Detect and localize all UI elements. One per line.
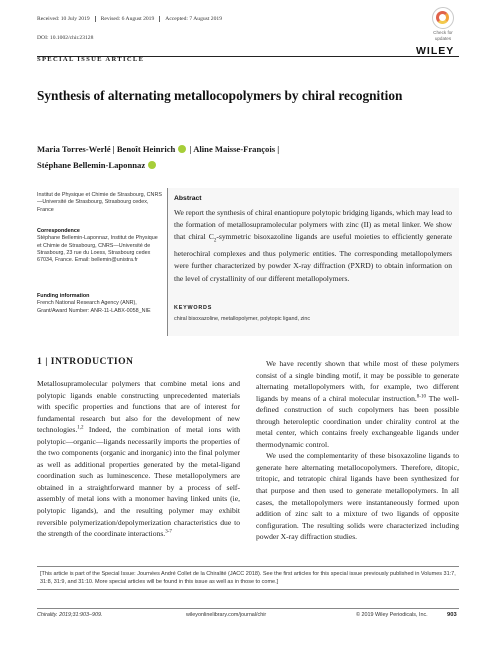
keywords-heading: KEYWORDS — [174, 305, 213, 311]
citation[interactable]: 1,2 — [77, 425, 84, 431]
author-maisse-francois: Aline Maisse-François — [193, 144, 276, 154]
abstract-text-1: We report the synthesis of chiral enantiopure polytopic bridging ligands, which may lead to the formation of metallosupramolecular polymers with zinc (II) as metal linker. We show that chiral C — [174, 208, 452, 242]
funding — [37, 293, 162, 315]
abstract-subscript: 2 — [213, 238, 217, 244]
accepted-date: Accepted: 7 August 2019 — [165, 16, 222, 22]
intro-paragraph-2 — [256, 358, 459, 450]
section-heading-introduction: 1 | INTRODUCTION — [37, 356, 134, 367]
affiliation: Institut de Physique et Chimie de Strasbourg, CNRS—Université de Strasbourg, Strasbourg cedex, France — [37, 192, 162, 213]
correspondence-heading: Correspondence — [37, 228, 80, 234]
page-number: 903 — [447, 612, 457, 618]
badge-line1: Check for — [433, 30, 453, 35]
footer-divider — [37, 608, 459, 609]
text: Indeed, the combination of metal ions with polytopic—organic—ligands necessarily imports the properties of the two components (organic and inorganic) into the final polymer as well as additional properties generated by the metal-ligand coordination such as luminescence. These metallopolymers are obtained in a straightforward manner by a process of self-assembly of metal ions with a monomer having linked units (ie, polytopic ligands), and the resulting polymer may exhibit reversible polymerization/depolymerization characteristics due to the strength of the coordinate interactions. — [37, 425, 240, 539]
intro-paragraph-3: We used the complementarity of these bisoxazoline ligands to generate here alternating metallocopolymers. Therefore, ditopic, tritopic, and tetratopic chiral ligands have been synthesized for that purpose and then used to generate metallopolymers. In all cases, the metallopolymers were instantaneously formed upon addition of zinc salt to a mixture of two ligands of opposite configuration. The resulting solids were characterized including powder X-ray diffraction studies. — [256, 451, 459, 542]
journal-url[interactable]: wileyonlinelibrary.com/journal/chir — [186, 612, 267, 618]
section-label: SPECIAL ISSUE ARTICLE — [37, 56, 145, 63]
revised-date: Revised: 6 August 2019 — [96, 16, 161, 22]
correspondence-body: Stéphane Bellemin-Laponnaz, Institut de Physique et Chimie de Strasbourg, CNRS—Université de Strasbourg, 23 rue du Loess, Strasbourg cedex 67034, France. Email: bellemin@unistra.fr — [37, 235, 158, 264]
intro-paragraph-1 — [37, 378, 240, 540]
citation[interactable]: 3-7 — [165, 529, 172, 535]
abstract-text-2: -symmetric bisoxazoline ligands are useful moieties to efficiently generate heterochiral complexes and thus polymeric entities. The corresponding metallopolymers were further characterized by powder X-ray diffraction (PXRD) to obtain information on the level of crystallinity of our different metallopolymers. — [174, 232, 452, 283]
author-separator: | — [112, 144, 115, 154]
funding-heading: Funding information — [37, 293, 90, 299]
check-for-updates-icon — [432, 7, 454, 29]
funding-body: French National Research Agency (ANR), Grant/Award Number: ANR-11-LABX-0058_NIE — [37, 300, 151, 314]
journal-citation: Chirality. 2019;31:903–909. — [37, 612, 103, 618]
keywords: chiral bisoxazoline, metallopolymer, polytopic ligand, zinc — [174, 316, 311, 322]
copyright: © 2019 Wiley Periodicals, Inc. — [356, 612, 428, 618]
abstract-heading: Abstract — [174, 195, 202, 202]
article-dates — [37, 16, 227, 22]
text: The well-defined construction of such copolymers has been possible through heteroleptic coordination under chirality control at the metal center, which contains freely exchangeable ligands under thermodynamic control. — [256, 393, 459, 449]
authors — [37, 142, 437, 173]
author-bellemin-laponnaz: Stéphane Bellemin-Laponnaz — [37, 159, 146, 170]
intro-left-column — [37, 378, 240, 540]
author-heinrich: Benoît Heinrich — [116, 144, 176, 154]
doi[interactable]: DOI: 10.1002/chir.23128 — [37, 35, 94, 41]
intro-right-column — [256, 358, 459, 543]
abstract-body — [174, 207, 452, 285]
citation[interactable]: 8-10 — [416, 394, 426, 400]
article-title: Synthesis of alternating metallocopolymers by chiral recognition — [37, 88, 403, 103]
publisher-logo: WILEY — [416, 45, 455, 57]
text: We have recently shown that while most of these polymers consist of a single binding motif, it may be possible to generate alternating metallopolymers with, for example, two different ligands by means of a chiral molecular instruction. — [256, 359, 459, 403]
special-issue-footnote: [This article is part of the Special Issue: Journées André Collet de la Chiralité (JACC 2018). See the first articles for this special issue previously published in Volumes 31:7, 31:8, 31:9, and 31:10. More special articles will be found in this issue as well as in those to come.] — [40, 571, 456, 586]
orcid-icon[interactable] — [178, 145, 186, 153]
author-torres-werle: Maria Torres-Werlé — [37, 144, 111, 154]
author-separator: | — [189, 144, 192, 154]
check-for-updates-badge[interactable] — [424, 7, 462, 43]
correspondence — [37, 228, 162, 264]
text: Metallosupramolecular polymers that combine metal ions and polytopic ligands enable constructing unprecedented materials with specific properties and functions that are of interest for fundamental research but also for the development of new technologies. — [37, 379, 240, 435]
author-separator: | — [277, 144, 280, 154]
badge-line2: updates — [434, 36, 452, 41]
received-date: Received: 10 July 2019 — [37, 16, 96, 22]
orcid-icon[interactable] — [148, 161, 156, 169]
